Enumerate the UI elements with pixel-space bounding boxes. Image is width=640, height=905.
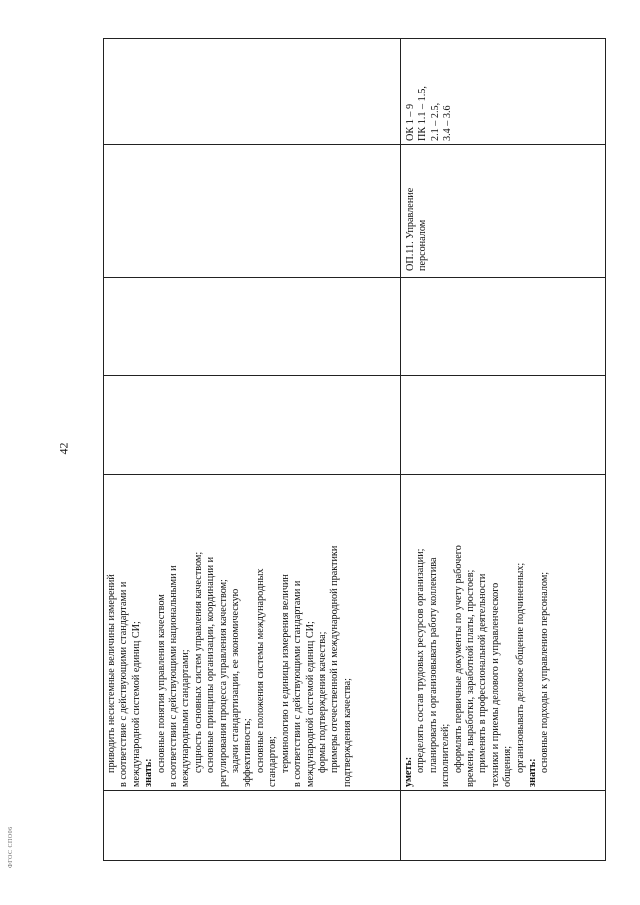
row2-competencies-cell: [405, 41, 485, 141]
content-line: оформлять первичные документы по учету рабочего: [452, 545, 464, 773]
row2-discipline-cell: [405, 147, 465, 271]
discipline-line: персоналом: [417, 219, 429, 271]
content-line: определять состав трудовых ресурсов организации;: [415, 548, 427, 773]
table-border-right: [103, 38, 606, 39]
curriculum-table: [103, 38, 606, 861]
col-divider-1: [103, 790, 606, 791]
content-line: планировать и организовывать работу коллектива: [427, 557, 439, 773]
content-line: основные положения системы международных: [254, 568, 266, 773]
competency-line: ПК 1.1 – 1.5,: [417, 86, 429, 141]
col-divider-5: [103, 144, 606, 145]
row1-content-cell: [106, 477, 398, 787]
competency-line: ОК 1 – 9: [405, 103, 416, 141]
competency-line: 2.1 – 2.5,: [429, 102, 441, 141]
content-line: общения;: [502, 745, 514, 787]
content-line: приводить несистемные величины измерений: [106, 574, 117, 773]
col-divider-2: [103, 474, 606, 475]
content-heading: знать:: [527, 758, 539, 787]
content-line: международной системой единиц СИ;: [304, 621, 316, 787]
content-line: исполнителей;: [440, 723, 452, 787]
content-line: международными стандартами;: [180, 649, 192, 787]
content-line: техники и приемы делового и управленческого: [489, 582, 501, 787]
content-line: сущность основных систем управления качеством;: [192, 551, 204, 773]
content-line: стандартов;: [267, 736, 279, 787]
content-heading: знать:: [143, 758, 155, 787]
competency-line: 3.4 – 3.6: [442, 105, 454, 141]
content-line: основные подходы к управлению персоналом;: [539, 571, 551, 773]
col-divider-3: [103, 375, 606, 376]
content-line: регулирования процесса управления качеством;: [217, 579, 229, 787]
content-line: терминологию и единицы измерения величин: [279, 574, 291, 773]
content-line: формы подтверждения качества;: [316, 631, 328, 773]
content-line: в соответствии с действующими национальными и: [168, 565, 180, 787]
content-line: применять в профессиональной деятельности: [477, 573, 489, 773]
footer-mark: ФГОС СПО06: [8, 826, 14, 868]
content-line: организовывать деловое общение подчиненных;: [514, 562, 526, 773]
content-line: эффективность;: [242, 718, 254, 787]
content-line: в соответствие с действующими стандартами и: [118, 581, 130, 787]
col-divider-4: [103, 277, 606, 278]
table-border-top: [103, 38, 104, 861]
content-line: международной системой единиц СИ;: [130, 621, 142, 787]
row2-content-cell: [403, 477, 603, 787]
content-line: примеры отечественной и международной практики: [329, 545, 341, 773]
table-border-left: [103, 860, 606, 861]
page-number: 42: [56, 442, 71, 455]
content-line: времени, выработки, заработной платы, простоев;: [465, 569, 477, 787]
table-border-bottom: [605, 38, 606, 861]
discipline-line: ОП.11. Управление: [405, 187, 416, 271]
content-heading: уметь:: [403, 756, 414, 787]
content-line: в соответствии с действующими стандартами и: [292, 580, 304, 787]
content-line: подтверждения качества;: [341, 678, 353, 787]
row-divider: [400, 38, 401, 861]
content-line: основные понятия управления качеством: [155, 594, 167, 773]
content-line: основные принципы организации, координации и: [205, 556, 217, 773]
content-line: задачи стандартизации, ее экономическую: [230, 588, 242, 773]
